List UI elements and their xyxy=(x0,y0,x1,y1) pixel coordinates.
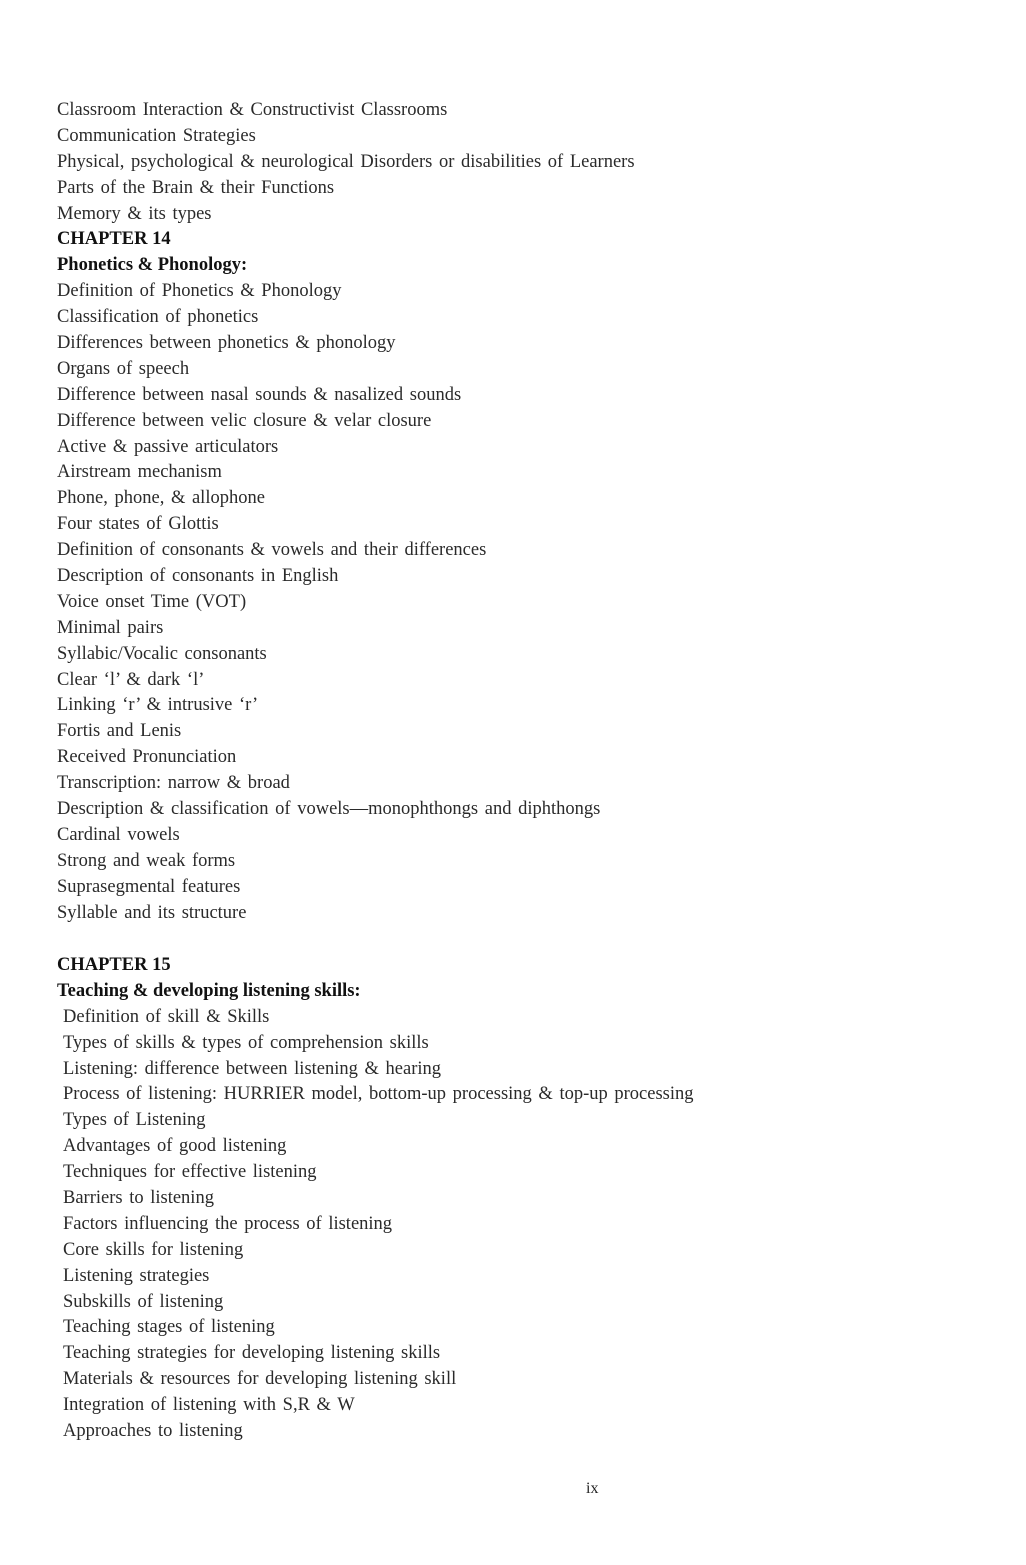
list-item: Definition of Phonetics & Phonology xyxy=(57,281,342,302)
list-item: Communication Strategies xyxy=(57,125,256,146)
list-item: Strong and weak forms xyxy=(57,850,236,871)
list-item: Factors influencing the process of listening xyxy=(63,1213,393,1234)
list-item: Airstream mechanism xyxy=(57,462,222,483)
list-item: Syllabic/Vocalic consonants xyxy=(57,643,267,664)
list-item: Difference between nasal sounds & nasalized sounds xyxy=(57,384,462,405)
list-item: Definition of consonants & vowels and their differences xyxy=(57,540,487,561)
list-item: Core skills for listening xyxy=(63,1239,244,1260)
chapter15-section xyxy=(57,953,997,1445)
list-item: Description of consonants in English xyxy=(57,566,339,587)
chapter13-topic-list xyxy=(57,98,997,227)
list-item: Minimal pairs xyxy=(57,617,164,638)
list-item: Subskills of listening xyxy=(63,1291,224,1312)
list-item: Suprasegmental features xyxy=(57,876,241,897)
list-item: Linking ‘r’ & intrusive ‘r’ xyxy=(57,695,259,716)
list-item: Integration of listening with S,R & W xyxy=(63,1395,355,1416)
list-item: Differences between phonetics & phonology xyxy=(57,333,396,354)
list-item: Classification of phonetics xyxy=(57,307,259,328)
list-item: Syllable and its structure xyxy=(57,902,247,923)
list-item: Four states of Glottis xyxy=(57,514,219,535)
list-item: Phone, phone, & allophone xyxy=(57,488,265,509)
list-item: Physical, psychological & neurological Disorders or disabilities of Learners xyxy=(57,151,635,172)
chapter15-label: CHAPTER 15 xyxy=(57,955,171,975)
chapter14-title: Phonetics & Phonology: xyxy=(57,255,248,276)
list-item: Listening strategies xyxy=(63,1265,210,1286)
list-item: Memory & its types xyxy=(57,203,212,224)
list-item: Description & classification of vowels—monophthongs and diphthongs xyxy=(57,799,601,820)
list-item: Barriers to listening xyxy=(63,1188,214,1209)
chapter15-title: Teaching & developing listening skills: xyxy=(57,980,361,1001)
list-item: Classroom Interaction & Constructivist Classrooms xyxy=(57,100,448,120)
list-item: Advantages of good listening xyxy=(63,1136,287,1157)
list-item: Parts of the Brain & their Functions xyxy=(57,177,335,198)
list-item: Fortis and Lenis xyxy=(57,721,182,742)
list-item: Materials & resources for developing listening skill xyxy=(63,1369,457,1390)
list-item: Voice onset Time (VOT) xyxy=(57,591,247,612)
list-item: Cardinal vowels xyxy=(57,824,180,845)
list-item: Types of skills & types of comprehension skills xyxy=(63,1032,429,1053)
list-item: Teaching strategies for developing listening skills xyxy=(63,1343,441,1364)
list-item: Types of Listening xyxy=(63,1110,206,1131)
list-item: Clear ‘l’ & dark ‘l’ xyxy=(57,669,205,690)
chapter14-label: CHAPTER 14 xyxy=(57,229,171,250)
list-item: Definition of skill & Skills xyxy=(63,1006,270,1027)
list-item: Transcription: narrow & broad xyxy=(57,773,290,794)
list-item: Active & passive articulators xyxy=(57,436,279,457)
contents-list xyxy=(57,98,997,927)
list-item: Techniques for effective listening xyxy=(63,1162,317,1183)
list-item: Process of listening: HURRIER model, bottom-up processing & top-up processing xyxy=(63,1084,694,1105)
page-number: ix xyxy=(586,1480,599,1497)
chapter14-topic-list xyxy=(57,279,997,926)
list-item: Difference between velic closure & velar closure xyxy=(57,410,432,431)
list-item: Teaching stages of listening xyxy=(63,1317,275,1338)
list-item: Listening: difference between listening & hearing xyxy=(63,1058,441,1079)
list-item: Organs of speech xyxy=(57,358,190,379)
list-item: Received Pronunciation xyxy=(57,747,237,768)
chapter15-topic-list xyxy=(57,1005,997,1445)
list-item: Approaches to listening xyxy=(63,1421,243,1442)
